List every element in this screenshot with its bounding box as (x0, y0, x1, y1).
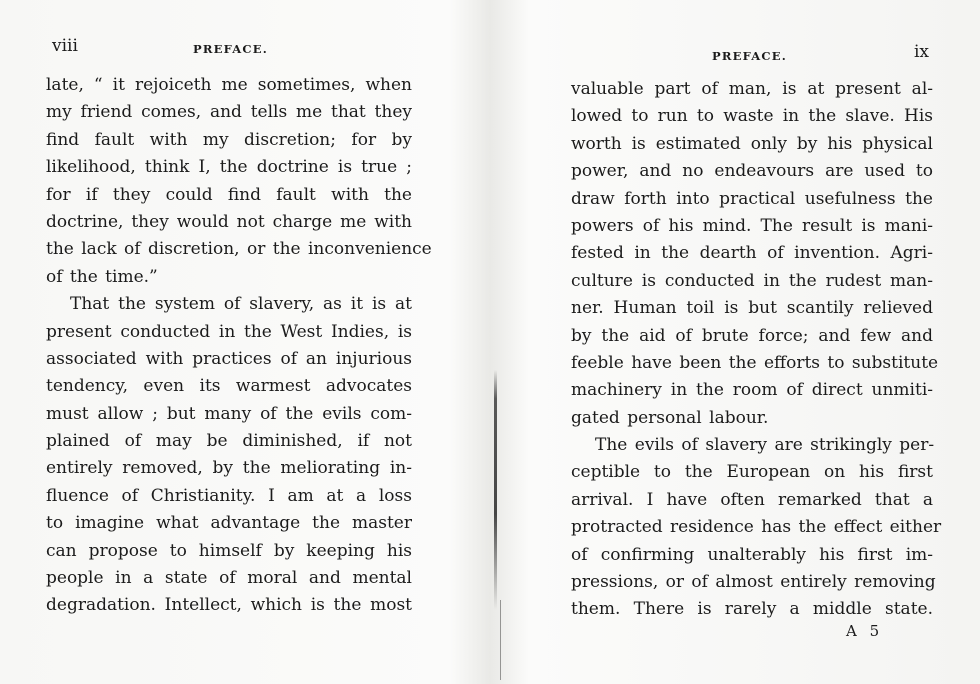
text-line: present conducted in the West Indies, is (46, 321, 412, 342)
text-line: lowed to run to waste in the slave. His (571, 106, 933, 127)
text-line: feeble have been the efforts to substitute (571, 352, 939, 373)
text-line: powers of his mind. The result is mani- (571, 215, 933, 236)
text-line: power, and no endeavours are used to (571, 161, 933, 182)
text-line: machinery in the room of direct unmiti- (571, 380, 933, 401)
text-line: doctrine, they would not charge me with (46, 211, 412, 232)
text-line: protracted residence has the effect either (571, 517, 942, 538)
right-page-text (571, 76, 942, 624)
text-line: culture is conducted in the rudest man- (571, 270, 933, 291)
text-line: gated personal labour. (571, 407, 769, 428)
text-line: must allow ; but many of the evils com- (46, 403, 412, 424)
text-line: tendency, even its warmest advocates (46, 376, 412, 397)
right-running-head: PREFACE. (712, 49, 787, 63)
text-line: the lack of discretion, or the inconvenience (46, 239, 432, 260)
text-line: pressions, or of almost entirely removing (571, 572, 936, 593)
text-line: entirely removed, by the meliorating in- (46, 458, 412, 479)
right-page (490, 0, 980, 684)
signature-mark: A 5 (846, 622, 884, 640)
text-line: people in a state of moral and mental (46, 568, 412, 589)
text-line: by the aid of brute force; and few and (571, 325, 933, 346)
left-page-text (46, 72, 432, 620)
text-line: draw forth into practical usefulness the (571, 188, 933, 209)
text-line: arrival. I have often remarked that a (571, 489, 933, 510)
text-line: to imagine what advantage the master (46, 513, 412, 534)
text-line: fested in the dearth of invention. Agri- (571, 243, 933, 264)
text-line: That the system of slavery, as it is at (70, 294, 412, 315)
text-line: find fault with my discretion; for by (46, 129, 412, 150)
text-line: degradation. Intellect, which is the most (46, 595, 412, 616)
text-line: of the time.” (46, 266, 158, 287)
text-line: ner. Human toil is but scantily relieved (571, 298, 933, 319)
text-line: The evils of slavery are strikingly per- (595, 435, 935, 456)
text-line: them. There is rarely a middle state. (571, 599, 933, 620)
text-line: of confirming unalterably his first im- (571, 544, 933, 565)
text-line: my friend comes, and tells me that they (46, 102, 412, 123)
text-line: fluence of Christianity. I am at a loss (46, 485, 412, 506)
right-page-number: ix (914, 42, 930, 62)
text-line: can propose to himself by keeping his (46, 540, 412, 561)
text-line: plained of may be diminished, if not (46, 431, 412, 452)
left-page-number: viii (52, 36, 78, 56)
text-line: likelihood, think I, the doctrine is true ; (46, 157, 412, 178)
left-running-head: PREFACE. (193, 42, 268, 56)
text-line: for if they could find fault with the (46, 184, 412, 205)
text-line: late, “ it rejoiceth me sometimes, when (46, 75, 412, 95)
text-line: ceptible to the European on his first (571, 462, 933, 483)
text-line: valuable part of man, is at present al- (571, 79, 933, 99)
text-line: associated with practices of an injurious (46, 348, 412, 369)
text-line: worth is estimated only by his physical (571, 133, 933, 154)
